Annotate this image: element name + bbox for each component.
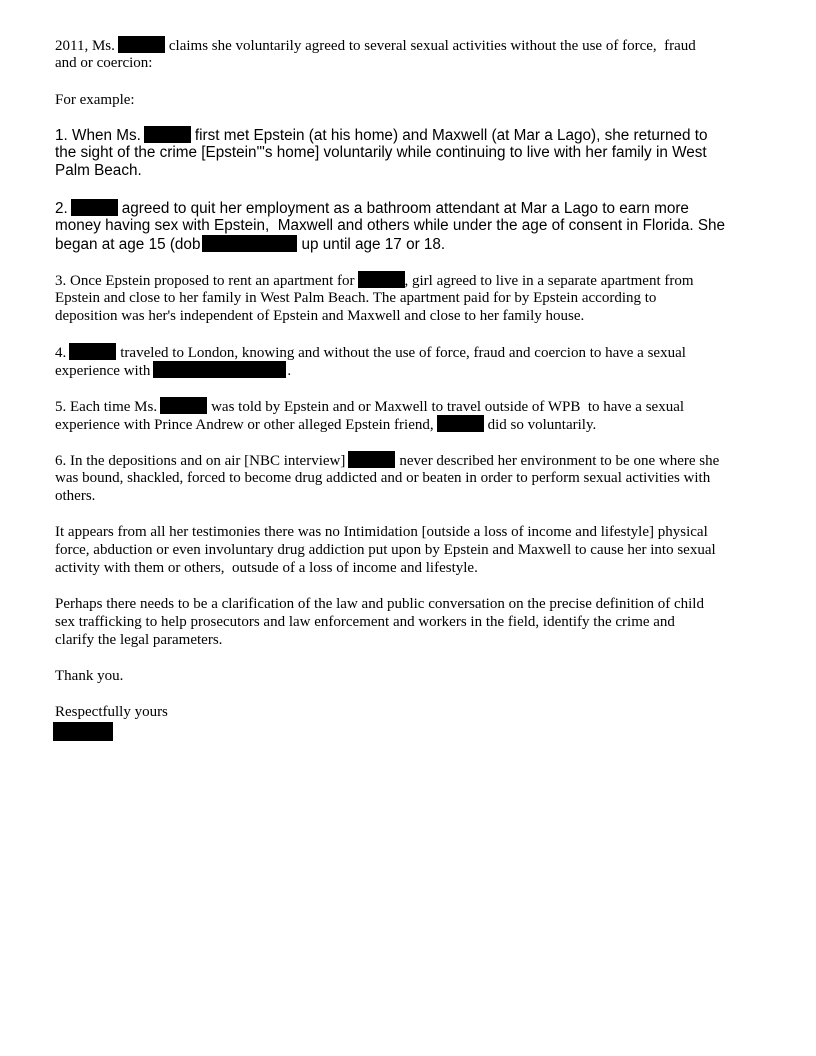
- item1-line-1: [55, 126, 708, 144]
- intro-line-2: and or coercion:: [55, 55, 153, 71]
- item5-line-1: [55, 397, 684, 415]
- text: 4.: [55, 345, 67, 361]
- para7-line-1: It appears from all her testimonies there was no Intimidation [outside a loss of income and lifestyle] physical: [55, 524, 708, 540]
- redaction: [118, 36, 165, 53]
- item5-line-2: [55, 415, 596, 433]
- text: experience with Prince Andrew or other alleged Epstein friend,: [55, 417, 434, 433]
- text: experience with: [55, 363, 151, 379]
- item3-line-1: [55, 271, 694, 289]
- closing: Respectfully yours: [55, 704, 168, 720]
- item6-line-3: others.: [55, 488, 96, 504]
- redaction: [160, 397, 207, 414]
- redaction: [69, 343, 116, 360]
- item3-line-3: deposition was her's independent of Epstein and Maxwell and close to her family house.: [55, 308, 585, 324]
- intro-line-1: [55, 36, 696, 54]
- text: first met Epstein (at his home) and Maxwell (at Mar a Lago), she returned to: [194, 127, 708, 144]
- text: 5. Each time Ms.: [55, 399, 158, 415]
- text: 6. In the depositions and on air [NBC interview]: [55, 453, 346, 469]
- text: began at age 15 (dob: [55, 236, 201, 253]
- text: .: [287, 363, 292, 379]
- redaction: [358, 271, 405, 288]
- redaction: [71, 199, 118, 216]
- redaction: [437, 415, 484, 432]
- item6-line-2: was bound, shackled, forced to become drug addicted and or beaten in order to perform sexual activities with: [55, 470, 711, 486]
- text: 3. Once Epstein proposed to rent an apartment for: [55, 273, 355, 289]
- text: 2.: [55, 200, 68, 217]
- text: agreed to quit her employment as a bathroom attendant at Mar a Lago to earn more: [121, 200, 689, 217]
- text: was told by Epstein and or Maxwell to travel outside of WPB to have a sexual: [211, 399, 685, 415]
- redaction: [348, 451, 395, 468]
- text: , girl agreed to live in a separate apartment from: [404, 273, 694, 289]
- item2-line-1: [55, 199, 689, 217]
- item1-line-2: the sight of the crime [Epstein'"s home] voluntarily while continuing to live with her family in West: [55, 144, 707, 161]
- redaction: [202, 235, 297, 252]
- item6-line-1: [55, 451, 719, 469]
- for-example: For example:: [55, 92, 135, 108]
- item4-line-1: [55, 343, 686, 361]
- item3-line-2: Epstein and close to her family in West Palm Beach. The apartment paid for by Epstein according to: [55, 290, 657, 306]
- item1-line-3: Palm Beach.: [55, 162, 142, 179]
- text: traveled to London, knowing and without the use of force, fraud and coercion to have a sexual: [120, 345, 686, 361]
- item2-line-2: money having sex with Epstein, Maxwell and others while under the age of consent in Florida. She: [55, 217, 726, 234]
- redacted-signature: [53, 722, 113, 741]
- text: up until age 17 or 18.: [301, 236, 446, 253]
- para7-line-2: force, abduction or even involuntary drug addiction put upon by Epstein and Maxwell to cause her into sexual: [55, 542, 716, 558]
- item2-line-3: [55, 235, 445, 253]
- text: never described her environment to be one where she: [399, 453, 720, 469]
- para7-line-3: activity with them or others, outsude of a loss of income and lifestyle.: [55, 560, 478, 576]
- para8-line-2: sex trafficking to help prosecutors and law enforcement and workers in the field, identify the crime and: [55, 614, 675, 630]
- text: claims she voluntarily agreed to several sexual activities without the use of force, fraud: [168, 38, 696, 54]
- text: 1. When Ms.: [55, 127, 141, 144]
- text: did so voluntarily.: [487, 417, 597, 433]
- redaction: [144, 126, 191, 143]
- redaction: [153, 361, 286, 378]
- para8-line-1: Perhaps there needs to be a clarification of the law and public conversation on the precise definition of child: [55, 596, 704, 612]
- para8-line-3: clarify the legal parameters.: [55, 632, 223, 648]
- item4-line-2: [55, 361, 291, 379]
- thanks: Thank you.: [55, 668, 124, 684]
- text: 2011, Ms.: [55, 38, 115, 54]
